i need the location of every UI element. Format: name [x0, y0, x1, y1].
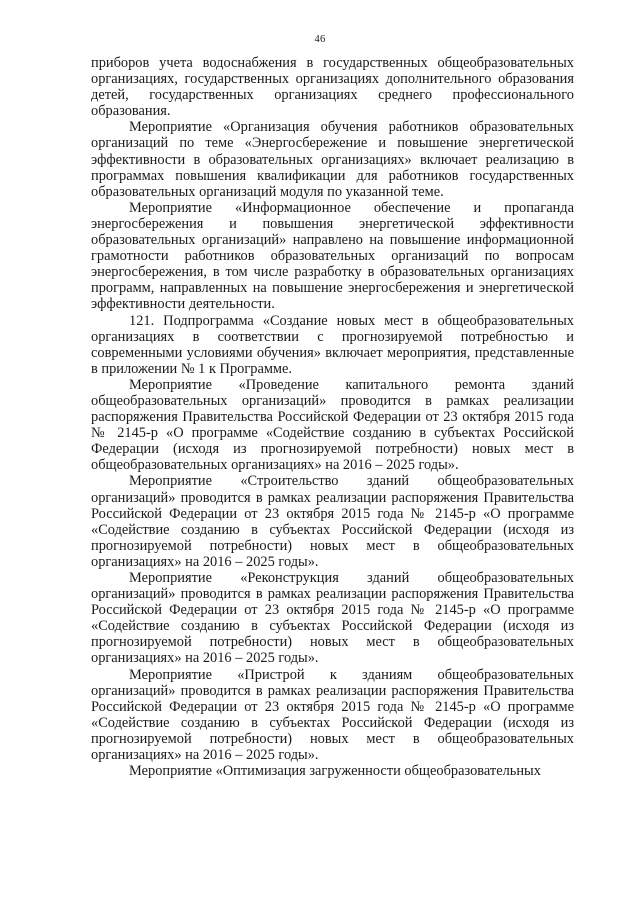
paragraph-continuation: приборов учета водоснабжения в государственных общеобразовательных организациях, государственных организациях дополнительного образования детей, государственных организациях среднего профессионального образования.	[91, 55, 574, 120]
paragraph-capital-repair-measure: Мероприятие «Проведение капитального ремонта зданий общеобразовательных организаций» проводится в рамках реализации распоряжения Правительства Российской Федерации от 23 октября 2015 года № 2145-р «О программе «Содействие созданию в субъектах Российской Федерации (исходя из прогнозируемой потребности) новых мест в общеобразовательных организациях» на 2016 – 2025 годы».	[91, 376, 574, 474]
paragraph-optimization-measure: Мероприятие «Оптимизация загруженности общеобразовательных	[129, 763, 541, 780]
document-body	[91, 55, 574, 779]
paragraph-construction-measure: Мероприятие «Строительство зданий общеобразовательных организаций» проводится в рамках реализации распоряжения Правительства Российской Федерации от 23 октября 2015 года № 2145-р «О программе «Содействие созданию в субъектах Российской Федерации (исходя из прогнозируемой потребности) новых мест в общеобразовательных организациях» на 2016 – 2025 годы».	[91, 473, 574, 570]
paragraph-subprogram-121: 121. Подпрограмма «Создание новых мест в общеобразовательных организациях в соответствии с прогнозируемой потребностью и современными условиями обучения» включает мероприятия, представленные в приложении № 1 к Программе.	[91, 312, 574, 377]
paragraph-training-measure: Мероприятие «Организация обучения работников образовательных организаций по теме «Энергосбережение и повышение энергетической эффективности в образовательных организациях» включает реализацию в программах повышения квалификации для работников государственных образовательных организаций модуля по указанной теме.	[91, 119, 574, 200]
page-number: 46	[314, 34, 326, 45]
paragraph-reconstruction-measure: Мероприятие «Реконструкция зданий общеобразовательных организаций» проводится в рамках реализации распоряжения Правительства Российской Федерации от 23 октября 2015 года № 2145-р «О программе «Содействие созданию в субъектах Российской Федерации (исходя из прогнозируемой потребности) новых мест в общеобразовательных организациях» на 2016 – 2025 годы».	[91, 570, 574, 667]
paragraph-information-measure: Мероприятие «Информационное обеспечение и пропаганда энергосбережения и повышения энергетической эффективности образовательных организаций» направлено на повышение информационной грамотности работников образовательных организаций по вопросам энергосбережения, в том числе разработку в образовательных организациях программ, направленных на повышение энергосбережения и энергетической эффективности деятельности.	[91, 199, 574, 313]
paragraph-extension-measure: Мероприятие «Пристрой к зданиям общеобразовательных организаций» проводится в рамках реализации распоряжения Правительства Российской Федерации от 23 октября 2015 года № 2145-р «О программе «Содействие созданию в субъектах Российской Федерации (исходя из прогнозируемой потребности) новых мест в общеобразовательных организациях» на 2016 – 2025 годы».	[91, 666, 574, 764]
